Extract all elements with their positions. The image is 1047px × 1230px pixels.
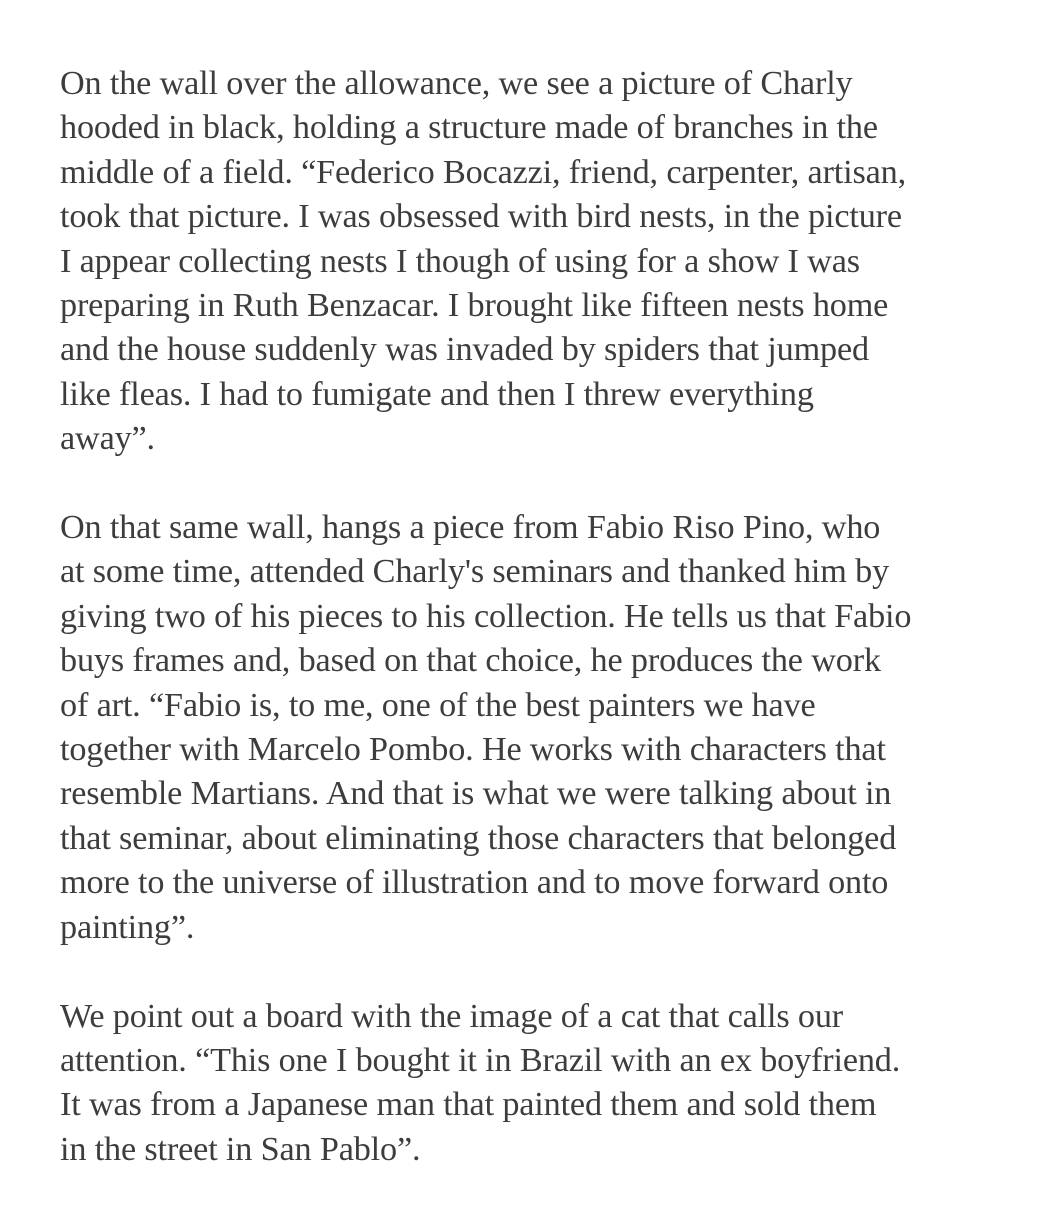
paragraph-3 (60, 995, 1000, 1173)
text-line: and the house suddenly was invaded by spiders that jumped (60, 331, 869, 369)
text-line: middle of a field. “Federico Bocazzi, friend, carpenter, artisan, (60, 153, 907, 191)
text-line: painting”. (60, 908, 195, 946)
text-line: On the wall over the allowance, we see a picture of Charly (60, 65, 853, 102)
paragraph-1 (60, 62, 1000, 462)
text-line: I appear collecting nests I though of using for a show I was (60, 242, 860, 280)
text-line: together with Marcelo Pombo. He works with characters that (60, 731, 886, 769)
text-line: hooded in black, holding a structure made of branches in the (60, 109, 878, 147)
text-line: of art. “Fabio is, to me, one of the best painters we have (60, 686, 816, 724)
text-line: in the street in San Pablo”. (60, 1130, 421, 1168)
text-line: like fleas. I had to fumigate and then I threw everything (60, 375, 814, 413)
text-line: resemble Martians. And that is what we were talking about in (60, 775, 892, 813)
text-line: buys frames and, based on that choice, he produces the work (60, 642, 881, 680)
paragraph-2 (60, 506, 1000, 950)
text-line: that seminar, about eliminating those characters that belonged (60, 819, 897, 857)
article-body (60, 62, 1000, 1172)
text-line: We point out a board with the image of a cat that calls our (60, 997, 844, 1035)
text-line: away”. (60, 420, 155, 458)
text-line: attention. “This one I bought it in Brazil with an ex boyfriend. (60, 1041, 901, 1079)
text-line: On that same wall, hangs a piece from Fabio Riso Pino, who (60, 509, 881, 547)
text-line: giving two of his pieces to his collection. He tells us that Fabio (60, 597, 912, 635)
text-line: more to the universe of illustration and to move forward onto (60, 864, 889, 902)
text-line: at some time, attended Charly's seminars and thanked him by (60, 553, 890, 591)
text-line: preparing in Ruth Benzacar. I brought like fifteen nests home (60, 287, 889, 325)
text-line: It was from a Japanese man that painted them and sold them (60, 1086, 877, 1124)
text-line: took that picture. I was obsessed with bird nests, in the picture (60, 198, 902, 236)
